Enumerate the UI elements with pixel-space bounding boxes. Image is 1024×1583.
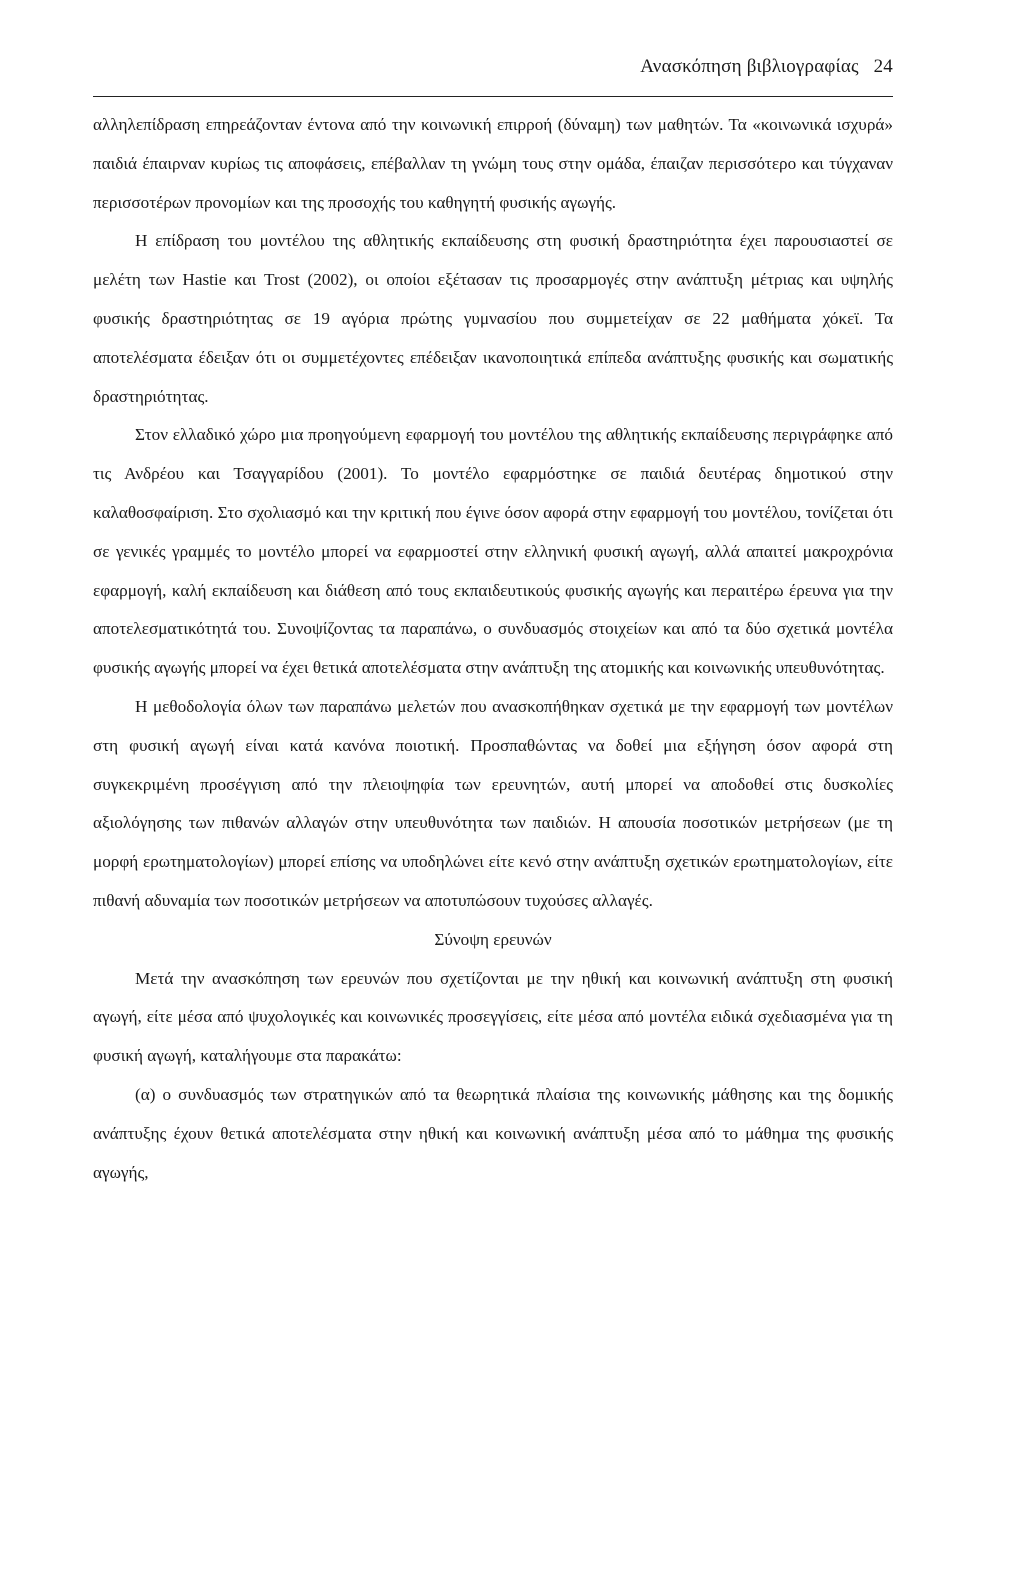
paragraph-methodology: Η μεθοδολογία όλων των παραπάνω μελετών που ανασκοπήθηκαν σχετικά με την εφαρμογή των μοντέλων στη φυσική αγωγή είναι κατά κανόνα ποιοτική. Προσπαθώντας να δοθεί μια εξήγηση όσον αφορά στη συγκεκριμένη προσέγγιση από την πλειοψηφία των ερευνητών, αυτή μπορεί να αποδοθεί στις δυσκολίες αξιολόγησης των πιθανών αλλαγών στην υπευθυνότητα των παιδιών. Η απουσία ποσοτικών μετρήσεων (με τη μορφή ερωτηματολογίων) μπορεί επίσης να υποδηλώνει είτε κενό στην ανάπτυξη σχετικών ερωτηματολογίων, είτε πιθανή αδυναμία των ποσοτικών μετρήσεων να αποτυπώσουν τυχούσες αλλαγές.: [93, 696, 893, 910]
section-heading: Σύνοψη ερευνών: [434, 929, 552, 949]
paragraph-summary-intro: Μετά την ανασκόπηση των ερευνών που σχετίζονται με την ηθική και κοινωνική ανάπτυξη στη φυσική αγωγή, είτε μέσα από ψυχολογικές και κοινωνικές προσεγγίσεις, είτε μέσα από μοντέλα ειδικά σχεδιασμένα για τη φυσική αγωγή, καταλήγουμε στα παρακάτω:: [93, 968, 893, 1066]
header-rule: [93, 96, 893, 97]
paragraph-continuation: αλληλεπίδραση επηρεάζονταν έντονα από την κοινωνική επιρροή (δύναμη) των μαθητών. Τα «κοινωνικά ισχυρά» παιδιά έπαιρναν κυρίως τις αποφάσεις, επέβαλλαν τη γνώμη τους στην ομάδα, έπαιζαν περισσότερο και τύγχαναν περισσοτέρων προνομίων και της προσοχής του καθηγητή φυσικής αγωγής.: [93, 115, 893, 212]
running-header: [640, 56, 893, 78]
paragraph-greek-application: Στον ελλαδικό χώρο μια προηγούμενη εφαρμογή του μοντέλου της αθλητικής εκπαίδευσης περιγράφηκε από τις Ανδρέου και Τσαγγαρίδου (2001). Το μοντέλο εφαρμόστηκε σε παιδιά δευτέρας δημοτικού στην καλαθοσφαίριση. Στο σχολιασμό και την κριτική που έγινε όσον αφορά στην εφαρμογή του μοντέλου, τονίζεται ότι σε γενικές γραμμές το μοντέλο μπορεί να εφαρμοστεί στην ελληνική φυσική αγωγή, αλλά απαιτεί μακροχρόνια εφαρμογή, καλή εκπαίδευση και διάθεση από τους εκπαιδευτικούς φυσικής αγωγής και περαιτέρω έρευνα για την αποτελεσματικότητά του. Συνοψίζοντας τα παραπάνω, ο συνδυασμός στοιχείων και από τα δύο σχετικά μοντέλα φυσικής αγωγής μπορεί να έχει θετικά αποτελέσματα στην ανάπτυξη της ατομικής και κοινωνικής υπευθυνότητας.: [93, 425, 893, 678]
running-title: Ανασκόπηση βιβλιογραφίας: [640, 56, 859, 77]
body-text: [93, 106, 893, 1192]
list-item-a: (α) ο συνδυασμός των στρατηγικών από τα θεωρητικά πλαίσια της κοινωνικής μάθησης και της δομικής ανάπτυξης έχουν θετικά αποτελέσματα στην ηθική και κοινωνική ανάπτυξη μέσα από το μάθημα της φυσικής αγωγής,: [93, 1084, 893, 1182]
page-number: 24: [873, 56, 893, 77]
paragraph-hastie-trost: Η επίδραση του μοντέλου της αθλητικής εκπαίδευσης στη φυσική δραστηριότητα έχει παρουσιαστεί σε μελέτη των Hastie και Trost (2002), οι οποίοι εξέτασαν τις προσαρμογές στην ανάπτυξη μέτριας και υψηλής φυσικής δραστηριότητας σε 19 αγόρια πρώτης γυμνασίου που συμμετείχαν σε 22 μαθήματα χόκεϊ. Τα αποτελέσματα έδειξαν ότι οι συμμετέχοντες επέδειξαν ικανοποιητικά επίπεδα ανάπτυξης φυσικής και σωματικής δραστηριότητας.: [93, 231, 893, 406]
